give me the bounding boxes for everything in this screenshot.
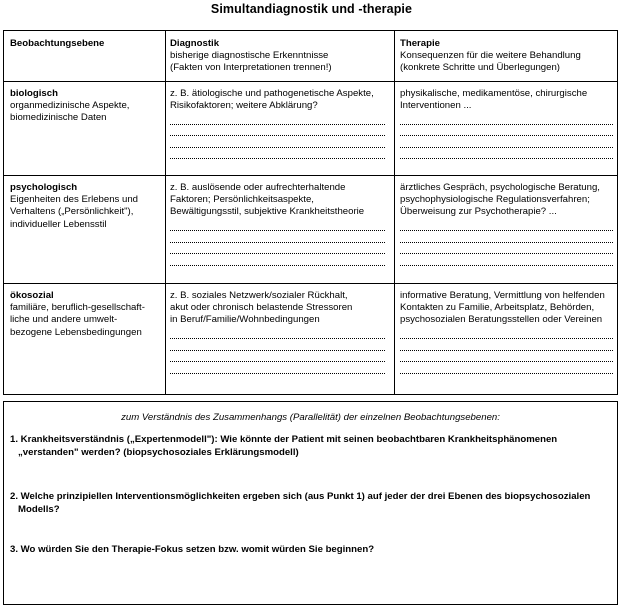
therapy-ecosocial [400,290,613,374]
level-ecosocial [10,290,160,339]
question-text: „verstanden" werden? (biopsychosoziales Erklärungsmodell) [18,446,299,458]
level-description: familiäre, beruflich-gesellschaft- [10,302,145,314]
header-therapy-line: Konsequenzen für die weitere Behandlung [400,50,581,62]
diagnostics-hint: akut oder chronisch belastende Stressoren [170,302,353,314]
level-description: Verhaltens („Persönlichkeit"), [10,206,134,218]
therapy-hint: psychosozialen Beratungsstellen oder Vereinen [400,314,603,326]
question-text: 1. Krankheitsverständnis („Expertenmodell"): Wie könnte der Patient mit seinen beobachtbaren Krankheitsphänomenen [10,434,558,445]
level-title: psychologisch [10,182,78,193]
header-diagnostics-line: bisherige diagnostische Erkenntnisse [170,50,329,62]
therapy-hint: psychophysiologische Regulationsverfahren; [400,194,590,206]
level-title: biologisch [10,88,58,99]
question-1 [10,434,610,460]
column-divider [394,31,395,394]
level-description: Eigenheiten des Erlebens und [10,194,139,206]
question-text: Modells? [18,503,60,515]
level-description: bezogene Lebensbedingungen [10,326,142,338]
header-therapy [400,38,614,75]
therapy-hint: Kontakten zu Familie, Arbeitsplatz, Behörden, [400,302,595,314]
therapy-entry-lines[interactable] [400,220,613,266]
level-description: biomedizinische Daten [10,112,107,124]
row-divider [4,81,617,82]
therapy-entry-lines[interactable] [400,113,613,159]
level-description: organmedizinische Aspekte, [10,100,130,112]
row-divider [4,283,617,284]
header-diagnostics [170,38,390,75]
level-description: liche und andere umwelt- [10,314,118,326]
diagnostics-biological [170,88,385,159]
diagnostics-hint: Risikofaktoren; weitere Abklärung? [170,100,318,112]
therapy-hint: Überweisung zur Psychotherapie? ... [400,206,557,218]
diagnostics-psychological [170,182,385,266]
diagnostics-ecosocial [170,290,385,374]
level-biological [10,88,160,125]
therapy-hint: physikalische, medikamentöse, chirurgische [400,88,588,99]
question-2 [10,491,610,517]
diagnostics-hint: z. B. ätiologische und pathogenetische Aspekte, [170,88,374,99]
page-title: Simultandiagnostik und -therapie [210,2,413,16]
therapy-biological [400,88,613,159]
diagnostics-hint: z. B. auslösende oder aufrechterhaltende [170,182,346,193]
header-therapy-title: Therapie [400,38,440,49]
diagnostics-hint: Faktoren; Persönlichkeitsaspekte, [170,194,314,206]
header-level-title: Beobachtungsebene [10,38,105,49]
question-text: 3. Wo würden Sie den Therapie-Fokus setzen bzw. womit würden Sie beginnen? [10,544,375,555]
header-level [10,38,160,50]
therapy-hint: informative Beratung, Vermittlung von helfenden [400,290,605,301]
header-therapy-line: (konkrete Schritte und Überlegungen) [400,62,560,74]
header-diagnostics-title: Diagnostik [170,38,220,49]
diagnostics-hint: z. B. soziales Netzwerk/sozialer Rückhalt, [170,290,348,301]
level-description: individueller Lebensstil [10,218,107,230]
question-3 [10,544,610,557]
therapy-hint: ärztliches Gespräch, psychologische Beratung, [400,182,600,193]
question-text: 2. Welche prinzipiellen Interventionsmöglichkeiten ergeben sich (aus Punkt 1) auf jeder der drei Ebenen des biopsychosozialen [10,491,591,502]
therapy-hint: Interventionen ... [400,100,472,112]
therapy-entry-lines[interactable] [400,328,613,374]
diagnostics-entry-lines[interactable] [170,220,385,266]
header-diagnostics-line: (Fakten von Interpretationen trennen!) [170,62,332,74]
diagnostics-entry-lines[interactable] [170,113,385,159]
level-psychological [10,182,160,231]
row-divider [4,175,617,176]
questions-box [3,401,618,605]
column-divider [165,31,166,394]
level-title: ökosozial [10,290,54,301]
diagnostics-entry-lines[interactable] [170,328,385,374]
diagnostics-hint: Bewältigungsstil, subjektive Krankheitstheorie [170,206,365,218]
therapy-psychological [400,182,613,266]
questions-intro: zum Verständnis des Zusammenhangs (Parallelität) der einzelnen Beobachtungsebenen: [121,412,500,423]
observation-table [3,30,618,395]
diagnostics-hint: in Beruf/Familie/Wohnbedingungen [170,314,320,326]
